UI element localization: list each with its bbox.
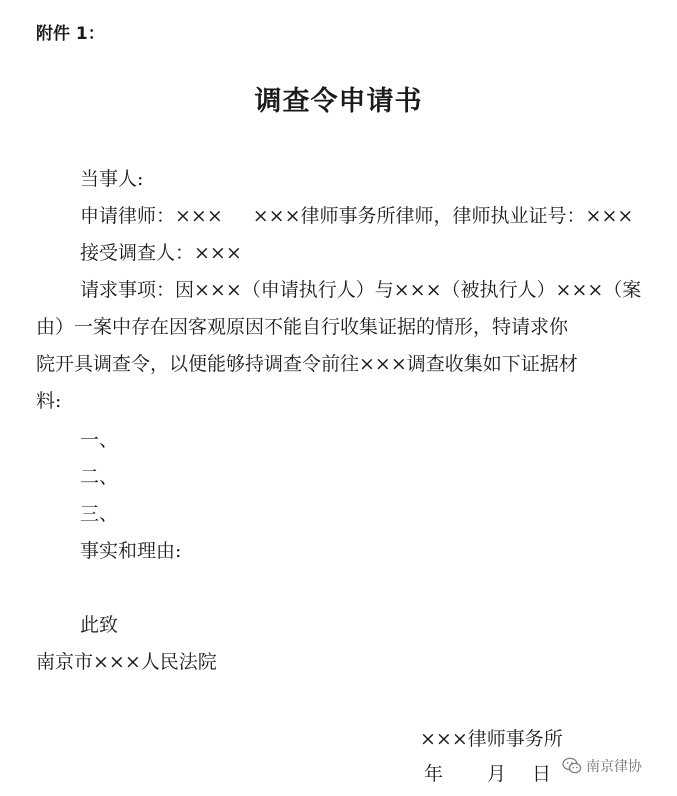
facts-label: 事实和理由: <box>80 540 182 562</box>
date-month: 月 <box>487 763 507 785</box>
attachment-label: 附件 1： <box>36 24 105 44</box>
court-name: 南京市×××人民法院 <box>36 651 217 673</box>
evidence-item-2: 二、 <box>80 466 119 488</box>
watermark-text: 南京律协 <box>586 759 642 775</box>
request-line-3: 院开具调查令，以便能够持调查令前往×××调查收集如下证据材 <box>36 353 578 375</box>
request-line-4: 料: <box>36 390 62 412</box>
request-line-2: 由）一案中存在因客观原因不能自行收集证据的情形，特请求你 <box>36 316 569 338</box>
date-day: 日 <box>532 763 552 785</box>
document-title: 调查令申请书 <box>254 86 423 117</box>
signature-date <box>424 762 551 786</box>
signature-firm: ×××律师事务所 <box>420 728 563 750</box>
lawyer-detail: ×××律师事务所律师，律师执业证号：××× <box>252 205 634 227</box>
request-line-1: 请求事项：因×××（申请执行人）与×××（被执行人）×××（案 <box>80 279 642 301</box>
date-year: 年 <box>424 763 444 785</box>
watermark <box>562 756 642 776</box>
evidence-item-1: 一、 <box>80 429 119 451</box>
wechat-icon <box>562 757 582 775</box>
investigated-label: 接受调查人：××× <box>80 242 242 264</box>
lawyer-line <box>80 204 633 228</box>
salutation: 此致 <box>80 614 119 636</box>
party-label: 当事人: <box>80 168 144 190</box>
evidence-item-3: 三、 <box>80 503 119 525</box>
lawyer-label: 申请律师：××× <box>80 205 223 227</box>
